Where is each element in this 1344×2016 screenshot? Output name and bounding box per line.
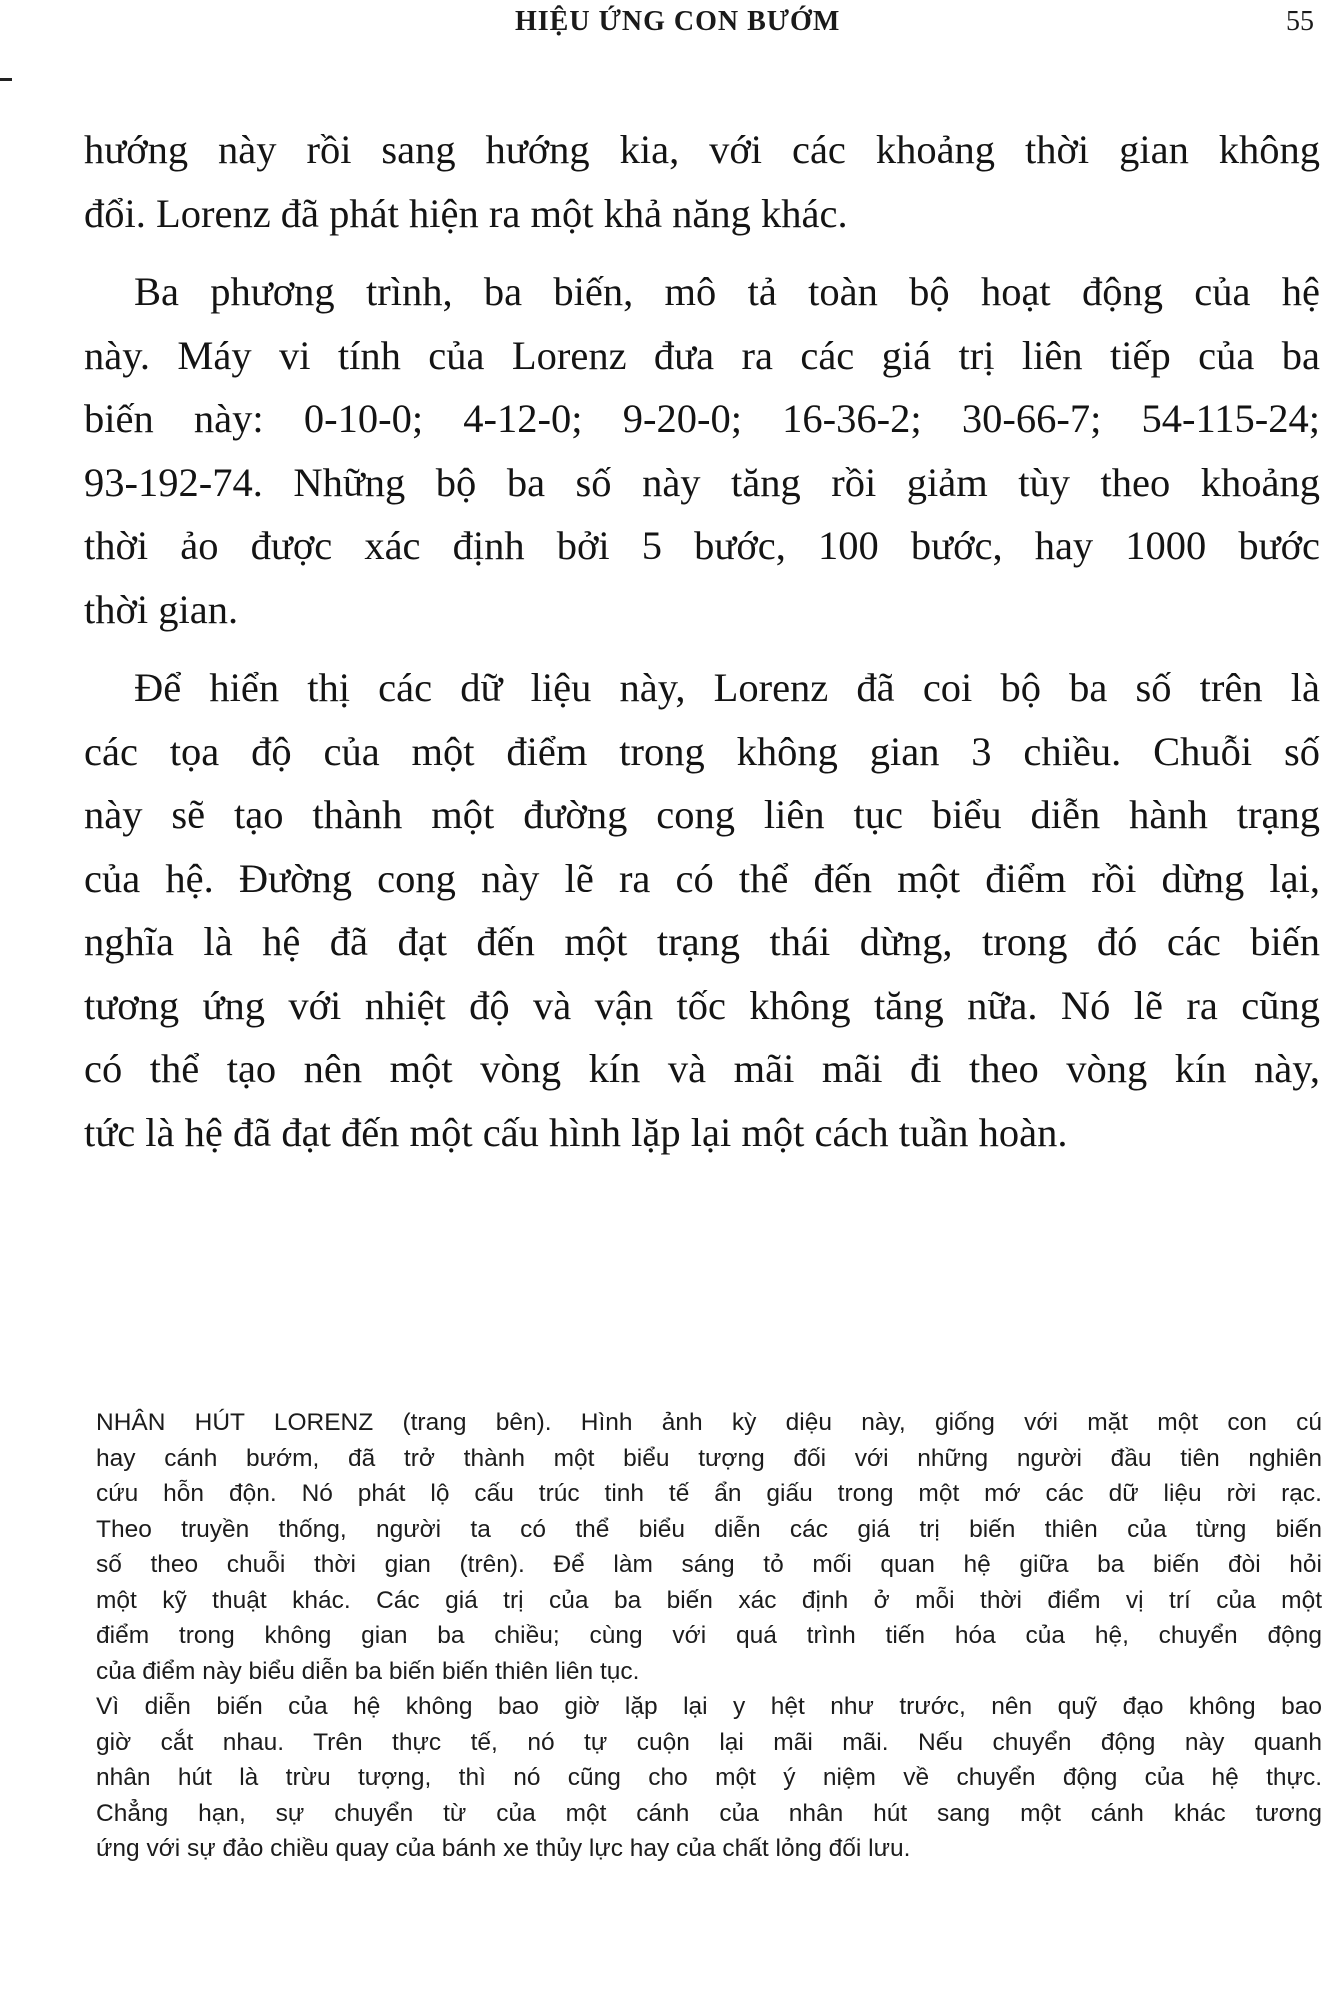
caption-line: NHÂN HÚT LORENZ (trang bên). Hình ảnh kỳ diệu này, giống với mặt một con cú — [96, 1409, 1322, 1436]
text-line: có thể tạo nên một vòng kín và mãi mãi đi theo vòng kín này, — [84, 1046, 1320, 1091]
page-number: 55 — [1286, 6, 1314, 37]
caption-line: Chẳng hạn, sự chuyển từ của một cánh của nhân hút sang một cánh khác tương — [96, 1799, 1322, 1827]
paragraph-1 — [84, 118, 1320, 245]
text-line: Ba phương trình, ba biến, mô tả toàn bộ hoạt động của hệ — [134, 269, 1320, 314]
text-line: nghĩa là hệ đã đạt đến một trạng thái dừng, trong đó các biến — [84, 919, 1320, 964]
text-line: Để hiển thị các dữ liệu này, Lorenz đã coi bộ ba số trên là — [134, 665, 1320, 710]
caption-line: giờ cắt nhau. Trên thực tế, nó tự cuộn lại mãi mãi. Nếu chuyển động này quanh — [96, 1728, 1322, 1756]
paragraph-2 — [84, 260, 1320, 641]
text-line: của hệ. Đường cong này lẽ ra có thể đến một điểm rồi dừng lại, — [84, 855, 1320, 901]
margin-mark — [0, 78, 12, 81]
running-head — [0, 6, 1344, 46]
caption-line: hay cánh bướm, đã trở thành một biểu tượng đối với những người đầu tiên nghiên — [96, 1444, 1322, 1472]
running-title: HIỆU ỨNG CON BƯỚM — [515, 6, 841, 37]
text-line: tương ứng với nhiệt độ và vận tốc không tăng nữa. Nó lẽ ra cũng — [84, 982, 1320, 1028]
text-line: 93-192-74. Những bộ ba số này tăng rồi giảm tùy theo khoảng — [84, 459, 1320, 505]
caption-line: một kỹ thuật khác. Các giá trị của ba biến xác định ở mỗi thời điểm vị trí của một — [96, 1586, 1322, 1614]
caption-line: Theo truyền thống, người ta có thể biểu diễn các giá trị biến thiên của từng biến — [96, 1515, 1322, 1543]
text-line: này. Máy vi tính của Lorenz đưa ra các giá trị liên tiếp của ba — [84, 332, 1320, 378]
text-line: thời ảo được xác định bởi 5 bước, 100 bước, hay 1000 bước — [84, 523, 1320, 568]
paragraph-gap — [84, 641, 1320, 656]
body-text — [84, 118, 1320, 1164]
paragraph-3 — [84, 656, 1320, 1164]
caption-line: ứng với sự đảo chiều quay của bánh xe thủy lực hay của chất lỏng đối lưu. — [96, 1835, 911, 1862]
text-line: này sẽ tạo thành một đường cong liên tục biểu diễn hành trạng — [84, 792, 1320, 837]
caption-line: cứu hỗn độn. Nó phát lộ cấu trúc tinh tế ẩn giấu trong một mớ các dữ liệu rời rạc. — [96, 1480, 1322, 1507]
caption-line: nhân hút là trừu tượng, thì nó cũng cho một ý niệm về chuyển động của hệ thực. — [96, 1764, 1322, 1791]
caption-line: Vì diễn biến của hệ không bao giờ lặp lại y hệt như trước, nên quỹ đạo không bao — [96, 1693, 1322, 1720]
text-line: tức là hệ đã đạt đến một cấu hình lặp lại một cách tuần hoàn. — [84, 1109, 1068, 1155]
text-line: biến này: 0-10-0; 4-12-0; 9-20-0; 16-36-2; 30-66-7; 54-115-24; — [84, 396, 1320, 441]
paragraph-gap — [84, 245, 1320, 260]
figure-caption — [96, 1405, 1322, 1867]
caption-line: điểm trong không gian ba chiều; cùng với quá trình tiến hóa của hệ, chuyển động — [96, 1622, 1322, 1649]
text-line: đổi. Lorenz đã phát hiện ra một khả năng khác. — [84, 190, 848, 236]
text-line: hướng này rồi sang hướng kia, với các khoảng thời gian không — [84, 127, 1320, 172]
caption-line: số theo chuỗi thời gian (trên). Để làm sáng tỏ mối quan hệ giữa ba biến đòi hỏi — [96, 1551, 1322, 1578]
caption-line: của điểm này biểu diễn ba biến biến thiên liên tục. — [96, 1657, 640, 1685]
text-line: thời gian. — [84, 586, 239, 632]
text-line: các tọa độ của một điểm trong không gian 3 chiều. Chuỗi số — [84, 728, 1320, 774]
